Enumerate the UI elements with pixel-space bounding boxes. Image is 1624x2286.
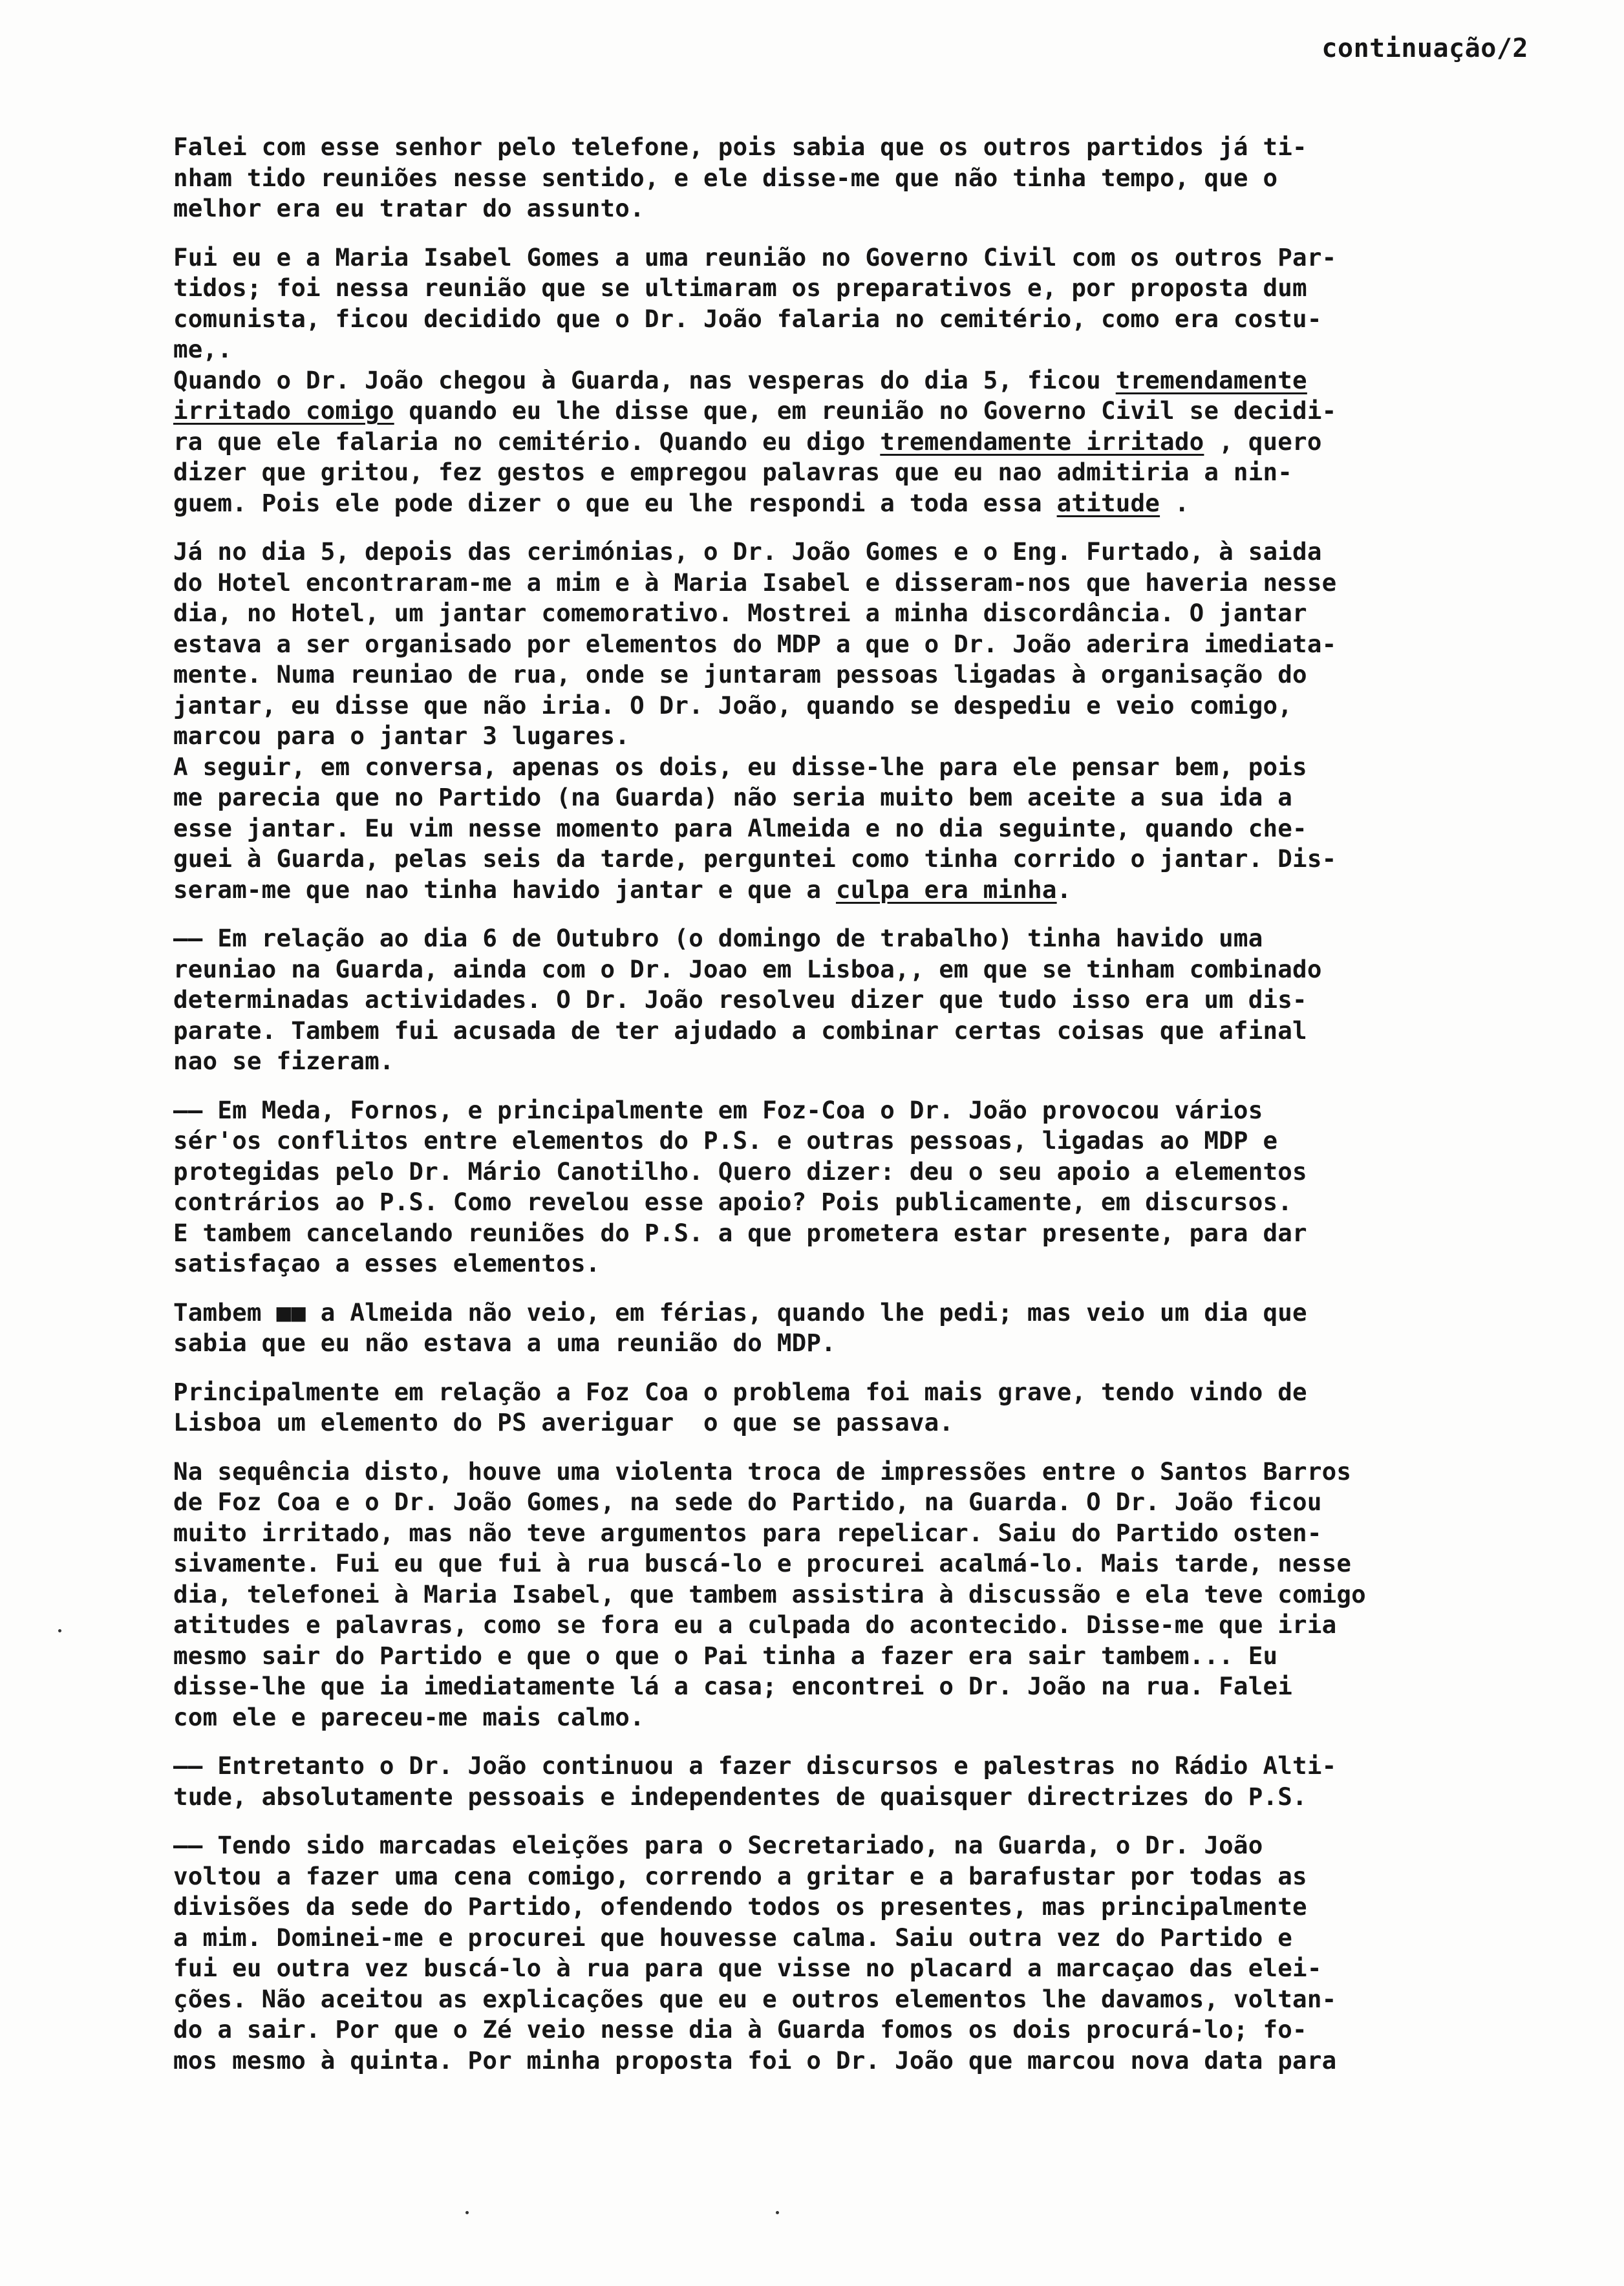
text-line — [173, 1518, 1563, 1549]
text-segment: Fui eu e a Maria Isabel Gomes a uma reunião no Governo Civil com os outros Par- — [173, 242, 1337, 272]
paragraph — [173, 1457, 1563, 1733]
text-segment: . — [1056, 875, 1072, 904]
text-line — [173, 488, 1563, 519]
text-line — [173, 1830, 1563, 1861]
text-line — [173, 1641, 1563, 1672]
underlined-text: tremendamente irritado — [880, 427, 1204, 456]
paper-speck — [776, 2211, 779, 2214]
text-line — [173, 690, 1563, 721]
text-line — [173, 568, 1563, 599]
text-segment: parate. Tambem fui acusada de ter ajudado a combinar certas coisas que afinal — [173, 1016, 1307, 1045]
text-line — [173, 1218, 1563, 1249]
document-body — [173, 132, 1563, 2094]
text-segment: . — [1160, 488, 1190, 517]
text-line — [173, 1610, 1563, 1641]
paragraph — [173, 923, 1563, 1077]
text-line — [173, 1487, 1563, 1518]
text-line — [173, 2014, 1563, 2046]
text-segment: me parecia que no Partido (na Guarda) não seria muito bem aceite a sua ida a — [173, 783, 1293, 811]
text-line — [173, 813, 1563, 844]
paragraph — [173, 132, 1563, 224]
text-segment: marcou para o jantar 3 lugares. — [173, 721, 630, 750]
paper-speck — [58, 1629, 61, 1632]
text-segment: Tambem ■■ a Almeida não veio, em férias, quando lhe pedi; mas veio um dia que — [173, 1298, 1307, 1327]
text-segment: guei à Guarda, pelas seis da tarde, perguntei como tinha corrido o jantar. Dis- — [173, 844, 1337, 873]
underlined-text: atitude — [1056, 488, 1160, 517]
text-segment: satisfaçao a esses elementos. — [173, 1249, 601, 1277]
text-line — [173, 1782, 1563, 1813]
text-line — [173, 1157, 1563, 1188]
text-line — [173, 1671, 1563, 1702]
text-segment: protegidas pelo Dr. Mário Canotilho. Quero dizer: deu o seu apoio a elementos — [173, 1157, 1307, 1186]
text-segment: Já no dia 5, depois das cerimónias, o Dr. João Gomes e o Eng. Furtado, à saida — [173, 537, 1322, 566]
text-line — [173, 598, 1563, 629]
text-line — [173, 782, 1563, 813]
text-segment: mente. Numa reuniao de rua, onde se juntaram pessoas ligadas à organisação do — [173, 660, 1307, 689]
text-segment: —— Entretanto o Dr. João continuou a fazer discursos e palestras no Rádio Alti- — [173, 1751, 1337, 1780]
text-line — [173, 1861, 1563, 1892]
paragraph — [173, 752, 1563, 906]
text-line — [173, 1923, 1563, 1954]
text-line — [173, 721, 1563, 752]
text-segment: —— Em Meda, Fornos, e principalmente em Foz-Coa o Dr. João provocou vários — [173, 1095, 1263, 1124]
text-segment: —— Em relação ao dia 6 de Outubro (o domingo de trabalho) tinha havido uma — [173, 924, 1263, 952]
text-segment: com ele e pareceu-me mais calmo. — [173, 1702, 645, 1731]
text-segment: A seguir, em conversa, apenas os dois, eu disse-lhe para ele pensar bem, pois — [173, 752, 1307, 781]
text-line — [173, 1377, 1563, 1408]
text-segment: ra que ele falaria no cemitério. Quando eu digo — [173, 427, 881, 456]
text-segment: ções. Não aceitou as explicações que eu e outros elementos lhe davamos, voltan- — [173, 1984, 1337, 2013]
text-line — [173, 1751, 1563, 1782]
paragraph — [173, 365, 1563, 519]
paragraph — [173, 537, 1563, 752]
text-segment: Principalmente em relação a Foz Coa o problema foi mais grave, tendo vindo de — [173, 1377, 1307, 1406]
text-line — [173, 1579, 1563, 1610]
text-segment: contrários ao P.S. Como revelou esse apoio? Pois publicamente, em discursos. — [173, 1188, 1293, 1216]
text-line — [173, 659, 1563, 690]
paper-speck — [465, 2211, 469, 2214]
text-line — [173, 1328, 1563, 1359]
text-segment: esse jantar. Eu vim nesse momento para Almeida e no dia seguinte, quando che- — [173, 813, 1307, 842]
text-line — [173, 844, 1563, 875]
text-line — [173, 1407, 1563, 1438]
paragraph — [173, 1830, 1563, 2076]
text-segment: tude, absolutamente pessoais e independentes de quaisquer directrizes do P.S. — [173, 1782, 1307, 1811]
text-segment: dia, telefonei à Maria Isabel, que tambem assistira à discussão e ela teve comigo — [173, 1579, 1366, 1608]
text-line — [173, 457, 1563, 488]
text-segment: E tambem cancelando reuniões do P.S. a que prometera estar presente, para dar — [173, 1218, 1307, 1247]
text-segment: nham tido reuniões nesse sentido, e ele disse-me que não tinha tempo, que o — [173, 163, 1278, 192]
text-segment: melhor era eu tratar do assunto. — [173, 194, 645, 222]
text-segment: Lisboa um elemento do PS averiguar o que se passava. — [173, 1408, 954, 1437]
underlined-text: tremendamente — [1115, 365, 1307, 394]
text-segment: me,. — [173, 335, 233, 363]
text-line — [173, 1892, 1563, 1923]
text-segment: voltou a fazer uma cena comigo, correndo a gritar e a barafustar por todas as — [173, 1861, 1307, 1890]
text-line — [173, 985, 1563, 1016]
text-line — [173, 1298, 1563, 1329]
text-line — [173, 954, 1563, 985]
paragraph — [173, 1298, 1563, 1359]
text-segment: —— Tendo sido marcadas eleições para o Secretariado, na Guarda, o Dr. João — [173, 1831, 1263, 1859]
paragraph — [173, 1095, 1563, 1279]
text-segment: jantar, eu disse que não iria. O Dr. João, quando se despediu e veio comigo, — [173, 690, 1293, 720]
text-line — [173, 396, 1563, 427]
text-segment: Falei com esse senhor pelo telefone, pois sabia que os outros partidos já ti- — [173, 133, 1307, 161]
text-segment: fui eu outra vez buscá-lo à rua para que visse no placard a marcaçao das elei- — [173, 1954, 1322, 1982]
underlined-text: culpa era minha — [835, 875, 1057, 904]
page-continuation-header: continuação/2 — [1321, 34, 1528, 63]
paragraph — [173, 1377, 1563, 1438]
text-segment: mesmo sair do Partido e que o que o Pai tinha a fazer era sair tambem... Eu — [173, 1641, 1278, 1670]
text-segment: mos mesmo à quinta. Por minha proposta foi o Dr. João que marcou nova data para — [173, 2046, 1337, 2075]
text-segment: dizer que gritou, fez gestos e empregou palavras que eu nao admitiria a nin- — [173, 458, 1293, 486]
text-segment: Na sequência disto, houve uma violenta troca de impressões entre o Santos Barros — [173, 1457, 1352, 1486]
text-segment: a mim. Dominei-me e procurei que houvesse calma. Saiu outra vez do Partido e — [173, 1923, 1293, 1952]
text-line — [173, 1126, 1563, 1157]
text-line — [173, 1548, 1563, 1579]
text-line — [173, 304, 1563, 335]
text-segment: sér'os conflitos entre elementos do P.S. e outras pessoas, ligadas ao MDP e — [173, 1126, 1278, 1155]
text-segment: comunista, ficou decidido que o Dr. João falaria no cemitério, como era costu- — [173, 304, 1322, 333]
text-segment: do a sair. Por que o Zé veio nesse dia à Guarda fomos os dois procurá-lo; fo- — [173, 2015, 1307, 2044]
text-segment: determinadas actividades. O Dr. João resolveu dizer que tudo isso era um dis- — [173, 985, 1307, 1014]
text-line — [173, 1046, 1563, 1077]
text-segment: guem. Pois ele pode dizer o que eu lhe respondi a toda essa — [173, 488, 1057, 517]
text-line — [173, 1248, 1563, 1279]
text-line — [173, 132, 1563, 163]
text-segment: quando eu lhe disse que, em reunião no Governo Civil se decidi- — [394, 396, 1337, 425]
text-segment: , quero — [1204, 427, 1322, 456]
paragraph — [173, 242, 1563, 365]
text-segment: sivamente. Fui eu que fui à rua buscá-lo e procurei acalmá-lo. Mais tarde, nesse — [173, 1549, 1352, 1577]
text-line — [173, 875, 1563, 906]
text-line — [173, 752, 1563, 783]
text-line — [173, 923, 1563, 954]
text-segment: Quando o Dr. João chegou à Guarda, nas vesperas do dia 5, ficou — [173, 365, 1116, 394]
text-segment: atitudes e palavras, como se fora eu a culpada do acontecido. Disse-me que iria — [173, 1610, 1337, 1639]
text-segment: tidos; foi nessa reunião que se ultimaram os preparativos e, por proposta dum — [173, 273, 1307, 302]
text-segment: estava a ser organisado por elementos do MDP a que o Dr. João aderira imediata- — [173, 629, 1337, 658]
text-line — [173, 273, 1563, 304]
text-line — [173, 1016, 1563, 1047]
text-line — [173, 427, 1563, 458]
text-segment: reuniao na Guarda, ainda com o Dr. Joao em Lisboa,, em que se tinham combinado — [173, 954, 1322, 983]
text-segment: muito irritado, mas não teve argumentos para repelicar. Saiu do Partido osten- — [173, 1518, 1322, 1547]
text-line — [173, 365, 1563, 396]
text-segment: nao se fizeram. — [173, 1047, 394, 1075]
text-line — [173, 163, 1563, 194]
text-line — [173, 537, 1563, 568]
text-line — [173, 1187, 1563, 1218]
text-line — [173, 1953, 1563, 1984]
text-segment: do Hotel encontraram-me a mim e à Maria Isabel e disseram-nos que haveria nesse — [173, 568, 1337, 597]
text-line — [173, 2046, 1563, 2077]
text-line — [173, 334, 1563, 365]
text-line — [173, 1095, 1563, 1126]
text-line — [173, 1457, 1563, 1488]
text-segment: de Foz Coa e o Dr. João Gomes, na sede do Partido, na Guarda. O Dr. João ficou — [173, 1488, 1322, 1516]
text-line — [173, 1702, 1563, 1733]
text-segment: sabia que eu não estava a uma reunião do MDP. — [173, 1329, 836, 1357]
text-segment: disse-lhe que ia imediatamente lá a casa; encontrei o Dr. João na rua. Falei — [173, 1672, 1293, 1700]
text-line — [173, 242, 1563, 273]
text-segment: divisões da sede do Partido, ofendendo todos os presentes, mas principalmente — [173, 1892, 1307, 1921]
paragraph — [173, 1751, 1563, 1812]
text-segment: seram-me que nao tinha havido jantar e que a — [173, 875, 836, 904]
text-line — [173, 629, 1563, 660]
text-line — [173, 193, 1563, 224]
text-line — [173, 1984, 1563, 2015]
underlined-text: irritado comigo — [173, 396, 394, 425]
text-segment: dia, no Hotel, um jantar comemorativo. Mostrei a minha discordância. O jantar — [173, 599, 1307, 627]
